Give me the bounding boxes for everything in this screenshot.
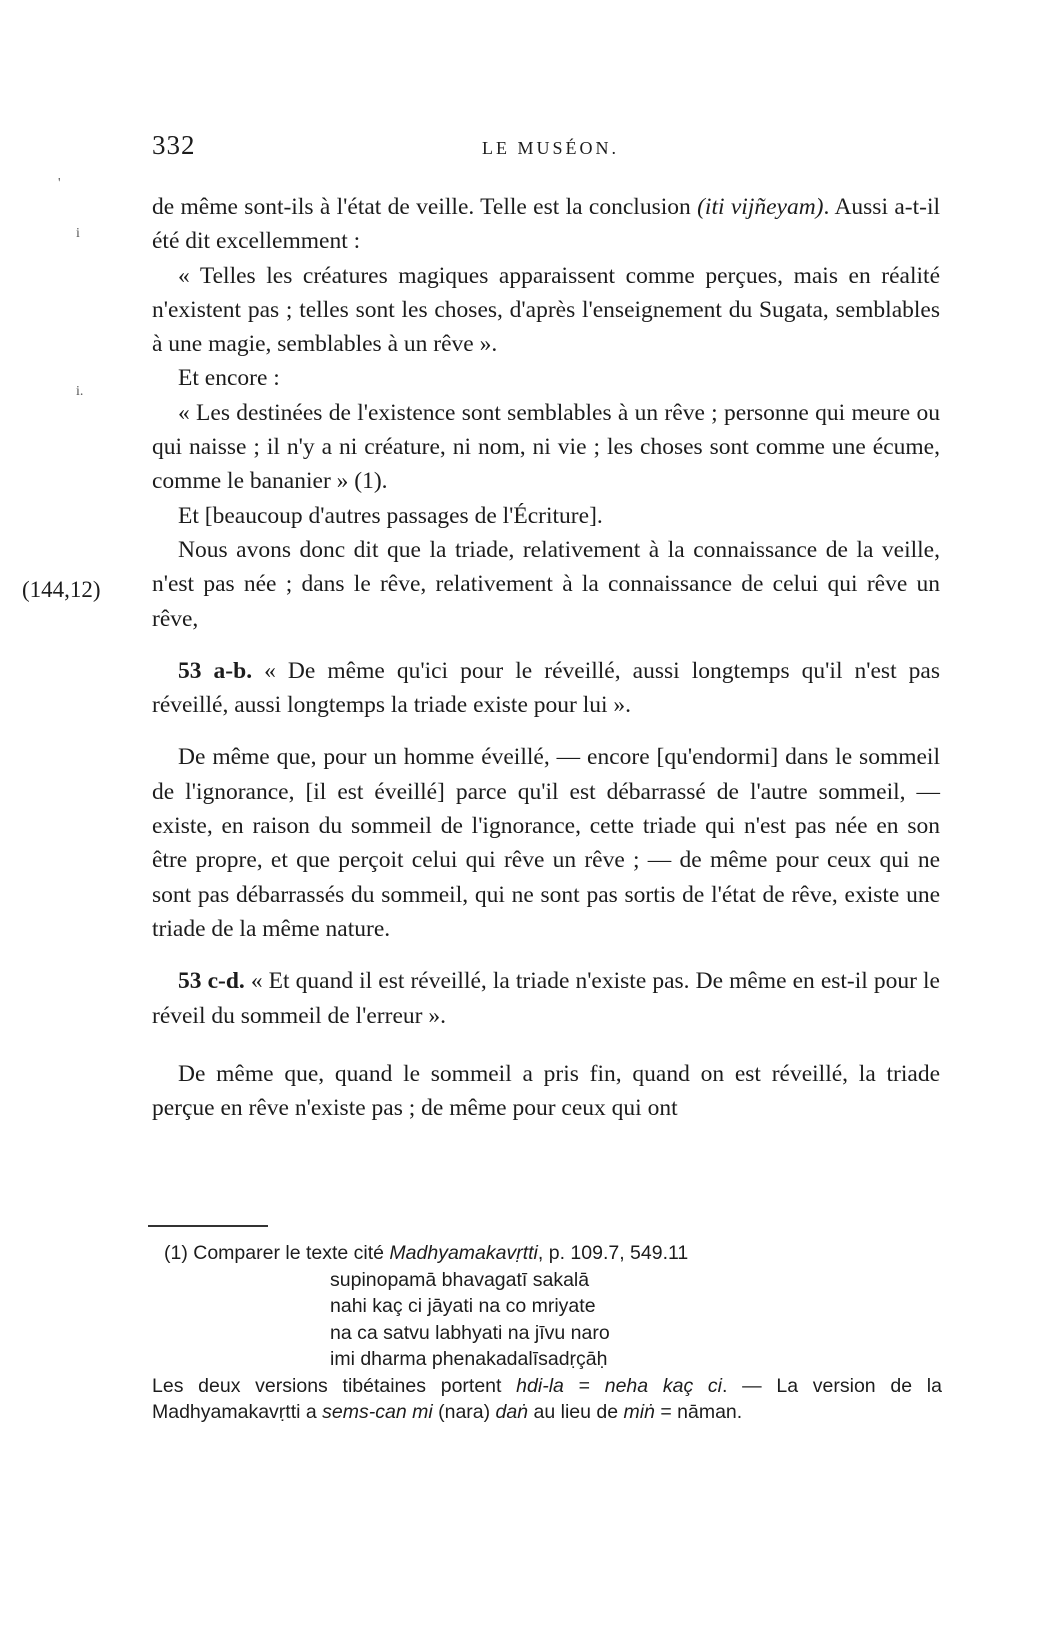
footnote-verse-line: supinopamā bhavagatī sakalā [330, 1268, 590, 1291]
paragraph: Et encore : [178, 365, 280, 392]
verse-label: 53 c-d. [178, 968, 245, 995]
footnote-note: Les deux versions tibétaines portent hdi-la = neha kaç ci. — La version de la Madhyamakavṛtti a sems-can mi (nara) daṅ au lieu de miṅ = nāman. [152, 1374, 942, 1423]
footnote-verse-line: imi dharma phenakadalīsadṛçāḥ [330, 1348, 608, 1370]
paragraph: Nous avons donc dit que la triade, relativement à la connaissance de la veille, n'est pas née ; dans le rêve, relativement à la connaissance de celui qui rêve un rêve, [152, 536, 940, 632]
footnote-ref: (1) Comparer le texte cité Madhyamakavṛtti, p. 109.7, 549.11 [164, 1242, 689, 1264]
verse-53cd: 53 c-d. « Et quand il est réveillé, la triade n'existe pas. De même en est-il pour le réveil du sommeil de l'erreur ». [152, 968, 940, 1029]
paragraph: De même que, quand le sommeil a pris fin, quand on est réveillé, la triade perçue en rêve n'existe pas ; de même pour ceux qui ont [152, 1060, 940, 1122]
verse-53ab: 53 a-b. « De même qu'ici pour le réveillé, aussi longtemps qu'il n'est pas réveillé, aussi longtemps la triade existe pour lui ». [152, 657, 940, 719]
page-number: 332 [152, 130, 196, 160]
footnote [152, 1240, 942, 1426]
side-reference: (144,12) [22, 577, 101, 602]
paragraph: de même sont-ils à l'état de veille. Telle est la conclusion (iti vijñeyam). Aussi a-t-il été dit excellemment : [152, 194, 940, 255]
margin-mark: ' [58, 176, 61, 191]
quotation: « Telles les créatures magiques apparaissent comme perçues, mais en réalité n'existent pas ; telles sont les choses, d'après l'enseignement du Sugata, semblables à une magie, semblables à un rêve ». [152, 262, 940, 358]
quotation: « Les destinées de l'existence sont semblables à un rêve ; personne qui meure ou qui naisse ; il n'y a ni créature, ni nom, ni vie ; les choses sont comme une écume, comme le bananier » (1). [152, 399, 940, 495]
footnote-verse-line: nahi kaç ci jāyati na co mriyate [330, 1295, 596, 1317]
footnote-verse-line: na ca satvu labhyati na jīvu naro [330, 1321, 610, 1344]
margin-mark: i. [76, 384, 84, 399]
margin-mark: i [76, 226, 80, 241]
running-title: LE MUSÉON. [482, 138, 619, 158]
paragraph: Et [beaucoup d'autres passages de l'Écriture]. [178, 502, 603, 529]
paragraph: De même que, pour un homme éveillé, — encore [qu'endormi] dans le sommeil de l'ignorance, [il est éveillé] parce qu'il est débarrassé de l'autre sommeil, — existe, en raison du sommeil de l'ignorance, cette triade qui n'est pas née en son être propre, et que perçoit celui qui rêve un rêve ; — de même pour ceux qui ne sont pas débarrassés du sommeil, qui ne sont pas sortis de l'état de rêve, existe une triade de la même nature. [152, 744, 940, 942]
page-header [152, 130, 952, 170]
verse-label: 53 a-b. [178, 657, 253, 684]
footnote-rule [148, 1225, 268, 1227]
main-text [152, 190, 940, 1125]
